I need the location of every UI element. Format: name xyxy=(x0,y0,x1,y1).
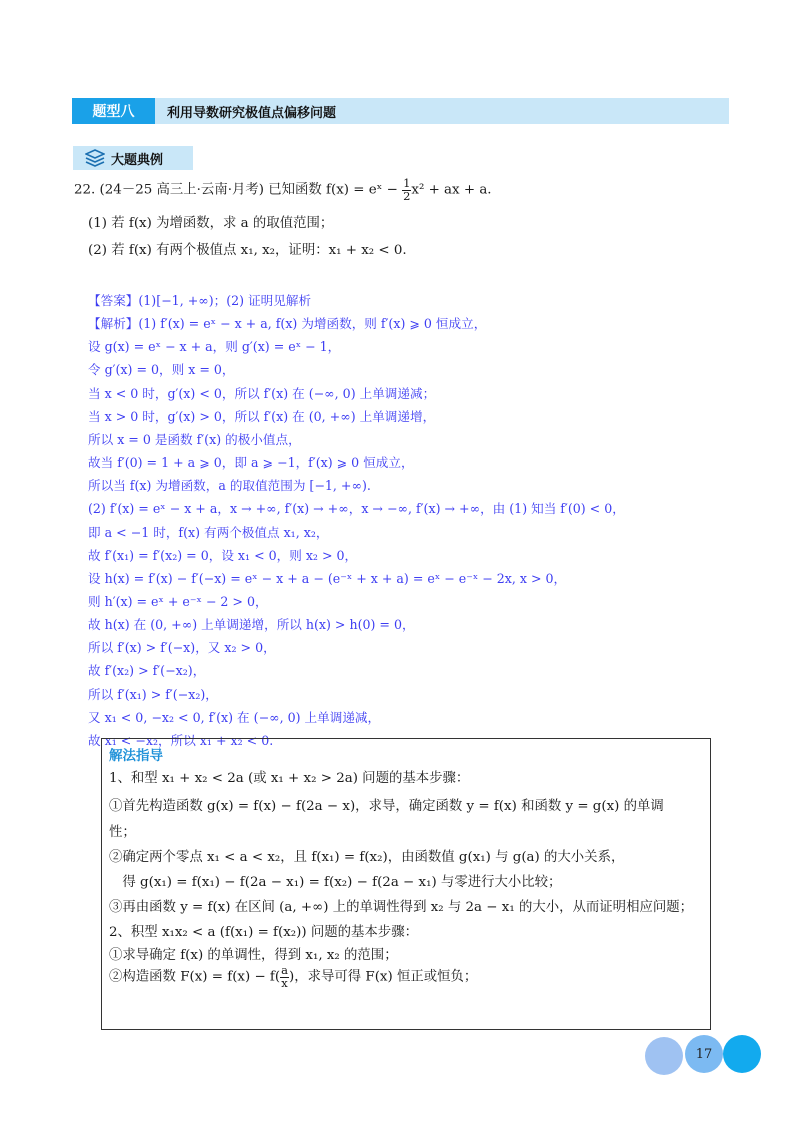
example-tag-label: 大题典例 xyxy=(111,152,164,168)
guide-fraction-numerator: a xyxy=(281,963,288,977)
question-part1: (1) 若 f(x) 为增函数，求 a 的取值范围； xyxy=(88,216,334,231)
section-title: 利用导数研究极值点偏移问题 xyxy=(167,105,337,121)
method-guide-box xyxy=(101,738,711,1030)
guide-line: ①求导确定 f(x) 的单调性，得到 x₁, x₂ 的范围； xyxy=(109,948,398,963)
page-number-circle xyxy=(685,1035,723,1073)
decor-circle-left xyxy=(645,1037,683,1075)
guide-line: ①首先构造函数 g(x) = f(x) − f(2a − x)，求导，确定函数 y = f(x) 和函数 y = g(x) 的单调 xyxy=(109,799,664,814)
answer-line: 当 x > 0 时，g′(x) > 0，所以 f′(x) 在 (0, +∞) 上单调递增， xyxy=(88,408,436,424)
decor-circle-right xyxy=(723,1035,761,1073)
section-header xyxy=(72,98,729,124)
answer-line: 即 a < −1 时，f(x) 有两个极值点 x₁, x₂， xyxy=(88,524,329,540)
fraction-denominator: 2 xyxy=(403,188,411,203)
guide-line: 性； xyxy=(109,825,136,840)
fraction-numerator: 1 xyxy=(403,176,411,190)
answer-line: 所以当 f(x) 为增函数，a 的取值范围为 [−1, +∞). xyxy=(88,478,371,494)
question-part2: (2) 若 f(x) 有两个极值点 x₁, x₂，证明：x₁ + x₂ < 0. xyxy=(88,243,407,258)
guide-last-text-end: )，求导可得 F(x) 恒正或恒负； xyxy=(288,969,478,985)
answer-line: 设 h(x) = f′(x) − f′(−x) = eˣ − x + a − (e⁻ˣ + x + a) = eˣ − e⁻ˣ − 2x, x > 0， xyxy=(88,570,567,586)
answer-line: 所以 x = 0 是函数 f′(x) 的极小值点， xyxy=(88,431,301,447)
guide-fraction xyxy=(280,965,289,989)
guide-last-line xyxy=(109,965,477,989)
question-stem-text-end: x² + ax + a. xyxy=(411,182,492,198)
guide-last-text: ②构造函数 F(x) = f(x) − f( xyxy=(109,969,281,985)
answer-line: 故 h(x) 在 (0, +∞) 上单调递增，所以 h(x) > h(0) = 0， xyxy=(88,617,415,633)
guide-title: 解法指导 xyxy=(109,748,163,764)
example-tag xyxy=(73,146,193,170)
guide-fraction-denominator: x xyxy=(281,975,288,990)
answer-line: 所以 f′(x₁) > f′(−x₂)， xyxy=(88,686,218,702)
question-stem-text: 22. (24－25 高三上·云南·月考) 已知函数 f(x) = eˣ − xyxy=(74,182,403,198)
guide-line: ②确定两个零点 x₁ < a < x₂，且 f(x₁) = f(x₂)，由函数值 g(x₁) 与 g(a) 的大小关系， xyxy=(109,850,625,865)
answer-line: 令 g′(x) = 0，则 x = 0， xyxy=(88,362,235,378)
answer-line: 故 f′(x₂) > f′(−x₂)， xyxy=(88,663,206,679)
answer-line: 所以 f′(x) > f′(−x)，又 x₂ > 0， xyxy=(88,640,276,656)
answer-line: 设 g(x) = eˣ − x + a，则 g′(x) = eˣ − 1， xyxy=(88,339,341,355)
page-number: 17 xyxy=(695,1046,713,1062)
guide-line: 2、积型 x₁x₂ < a (f(x₁) = f(x₂)) 问题的基本步骤： xyxy=(109,925,418,940)
answer-line: 当 x < 0 时，g′(x) < 0，所以 f′(x) 在 (−∞, 0) 上单调递减； xyxy=(88,385,436,401)
section-tag: 题型八 xyxy=(72,98,155,124)
question-stem xyxy=(74,178,492,202)
fraction xyxy=(402,178,411,202)
layers-icon xyxy=(85,149,105,167)
guide-line: ③再由函数 y = f(x) 在区间 (a, +∞) 上的单调性得到 x₂ 与 2a − x₁ 的大小，从而证明相应问题； xyxy=(109,900,694,915)
answer-line: 【解析】(1) f′(x) = eˣ − x + a, f(x) 为增函数，则 f′(x) ⩾ 0 恒成立， xyxy=(88,316,487,332)
answer-line: (2) f′(x) = eˣ − x + a，x → +∞, f′(x) → +∞，x → −∞, f′(x) → +∞，由 (1) 知当 f′(0) < 0， xyxy=(88,501,625,517)
answer-line: 故 f′(x₁) = f′(x₂) = 0，设 x₁ < 0，则 x₂ > 0， xyxy=(88,547,358,563)
page-number-badge xyxy=(645,1033,765,1077)
guide-line: 1、和型 x₁ + x₂ < 2a (或 x₁ + x₂ > 2a) 问题的基本步骤： xyxy=(109,771,470,786)
answer-line: 则 h′(x) = eˣ + e⁻ˣ − 2 > 0， xyxy=(88,593,268,609)
guide-line: 得 g(x₁) = f(x₁) − f(2a − x₁) = f(x₂) − f(2a − x₁) 与零进行大小比较； xyxy=(109,875,562,890)
answer-line: 故 x₁ < −x₂，所以 x₁ + x₂ < 0. xyxy=(88,732,274,748)
answer-line: 故当 f′(0) = 1 + a ⩾ 0，即 a ⩾ −1，f′(x) ⩾ 0 恒成立， xyxy=(88,455,414,471)
answer-line: 又 x₁ < 0, −x₂ < 0, f′(x) 在 (−∞, 0) 上单调递减， xyxy=(88,709,381,725)
answer-line: 【答案】(1)[−1, +∞)；(2) 证明见解析 xyxy=(88,293,312,308)
